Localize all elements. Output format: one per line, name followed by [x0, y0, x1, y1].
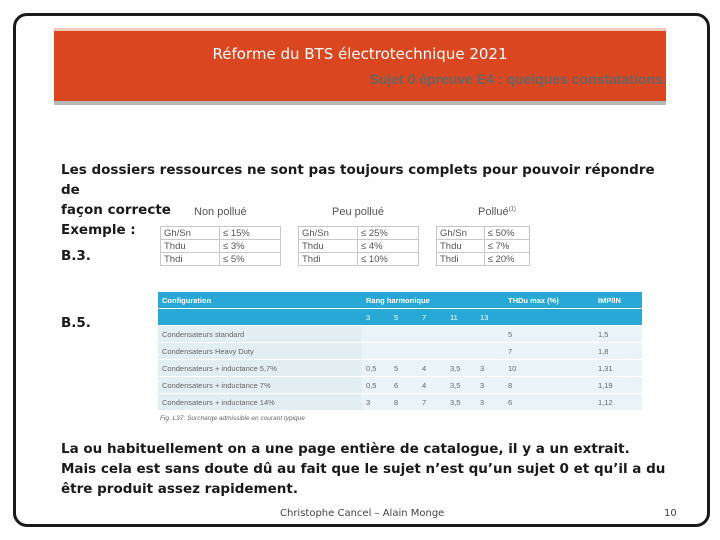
table-subheader-row	[158, 309, 642, 326]
table-row	[158, 343, 642, 360]
header-strip	[54, 28, 666, 31]
cell: ≤ 5%	[220, 253, 281, 266]
cell	[476, 326, 504, 343]
label-b5: B.5.	[61, 315, 91, 331]
slide-title: Réforme du BTS électrotechnique 2021	[212, 45, 508, 63]
caption-pollue-sup: (1)	[508, 206, 516, 213]
slide-subtitle: Sujet 0 épreuve E4 : quelques constatations.	[369, 71, 667, 87]
cell	[158, 309, 362, 326]
cell	[446, 326, 476, 343]
table-row	[437, 240, 530, 253]
cell: 3	[476, 360, 504, 377]
cell: 8	[390, 394, 418, 411]
conclusion-line-3: être produit assez rapidement.	[61, 481, 298, 497]
slide-header	[54, 28, 666, 105]
conclusion-line-2: Mais cela est sans doute dû au fait que le sujet n’est qu’un sujet 0 et qu’il a du	[61, 461, 666, 477]
cell: 1,5	[594, 326, 642, 343]
table-row	[161, 227, 281, 240]
caption-peu-pollue: Peu pollué	[332, 206, 384, 218]
cell: Condensateurs + inductance 5,7%	[158, 360, 362, 377]
cell: ≤ 50%	[484, 227, 529, 240]
header-thdu: THDu max (%)	[504, 292, 594, 309]
cell: 1,31	[594, 360, 642, 377]
cell: Condensateurs + inductance 7%	[158, 377, 362, 394]
cell: 3	[476, 377, 504, 394]
rank-13: 13	[476, 309, 504, 326]
cell	[418, 343, 446, 360]
cell: Gh/Sn	[437, 227, 485, 240]
cell	[594, 309, 642, 326]
cell: 3	[362, 394, 390, 411]
cell: 8	[504, 377, 594, 394]
cell: 6	[390, 377, 418, 394]
cell: Gh/Sn	[161, 227, 220, 240]
cell	[476, 343, 504, 360]
cell	[390, 343, 418, 360]
figure-caption: Fig. L37: Surcharge admissible en courant typique	[160, 415, 305, 422]
cell: Thdi	[437, 253, 485, 266]
cell: ≤ 25%	[358, 227, 419, 240]
cell: 3	[476, 394, 504, 411]
cell: ≤ 15%	[220, 227, 281, 240]
cell: 3,5	[446, 394, 476, 411]
pollution-group-2	[298, 226, 419, 266]
cell: Thdu	[161, 240, 220, 253]
cell: ≤ 7%	[484, 240, 529, 253]
cell: 10	[504, 360, 594, 377]
cell: 4	[418, 377, 446, 394]
cell: 0,5	[362, 377, 390, 394]
table-row	[437, 253, 530, 266]
cell	[390, 326, 418, 343]
cell: 3,5	[446, 377, 476, 394]
header-imp: IMP/IN	[594, 292, 642, 309]
cell: Gh/Sn	[299, 227, 358, 240]
cell: 1,19	[594, 377, 642, 394]
cell: Thdi	[161, 253, 220, 266]
header-configuration: Configuration	[158, 292, 362, 309]
cell: Condensateurs + inductance 14%	[158, 394, 362, 411]
cell: 0,5	[362, 360, 390, 377]
header-rang: Rang harmonique	[362, 292, 504, 309]
cell	[418, 326, 446, 343]
table-row	[299, 227, 419, 240]
cell: ≤ 10%	[358, 253, 419, 266]
table-row	[161, 240, 281, 253]
cell	[362, 343, 390, 360]
footer-author: Christophe Cancel – Alain Monge	[280, 508, 445, 519]
rank-7: 7	[418, 309, 446, 326]
cell	[362, 326, 390, 343]
rank-11: 11	[446, 309, 476, 326]
cell: 5	[390, 360, 418, 377]
overload-table	[158, 292, 642, 422]
table-row	[158, 360, 642, 377]
cell: Thdu	[437, 240, 485, 253]
intro-line-3: Exemple :	[61, 222, 136, 238]
rank-3: 3	[362, 309, 390, 326]
intro-line-2: façon correcte	[61, 202, 171, 218]
page-number: 10	[664, 508, 677, 519]
cell: ≤ 3%	[220, 240, 281, 253]
cell: 5	[504, 326, 594, 343]
cell: 1,8	[594, 343, 642, 360]
cell	[504, 309, 594, 326]
table-row	[158, 377, 642, 394]
intro-line-1: Les dossiers ressources ne sont pas toujours complets pour pouvoir répondre de	[61, 162, 655, 198]
cell: ≤ 4%	[358, 240, 419, 253]
conclusion-line-1: La ou habituellement on a une page entière de catalogue, il y a un extrait.	[61, 441, 630, 457]
cell: Thdu	[299, 240, 358, 253]
table-row	[158, 326, 642, 343]
table-row	[161, 253, 281, 266]
table-header-row	[158, 292, 642, 309]
pollution-group-1	[160, 226, 281, 266]
cell: Condensateurs Heavy Duty	[158, 343, 362, 360]
cell: 4	[418, 360, 446, 377]
conclusion-text	[61, 439, 681, 499]
cell: Thdi	[299, 253, 358, 266]
label-b3: B.3.	[61, 248, 91, 264]
table-row	[158, 394, 642, 411]
pollution-table	[160, 206, 530, 272]
table-row	[299, 253, 419, 266]
caption-pollue	[478, 206, 516, 218]
cell: 7	[418, 394, 446, 411]
cell: 6	[504, 394, 594, 411]
table-row	[437, 227, 530, 240]
table-row	[299, 240, 419, 253]
cell: 1,12	[594, 394, 642, 411]
pollution-group-3	[436, 226, 530, 266]
rank-5: 5	[390, 309, 418, 326]
caption-pollue-text: Pollué	[478, 206, 509, 218]
caption-non-pollue: Non pollué	[194, 206, 247, 218]
cell: 3,5	[446, 360, 476, 377]
cell: Condensateurs standard	[158, 326, 362, 343]
cell	[446, 343, 476, 360]
cell: ≤ 20%	[484, 253, 529, 266]
cell: 7	[504, 343, 594, 360]
